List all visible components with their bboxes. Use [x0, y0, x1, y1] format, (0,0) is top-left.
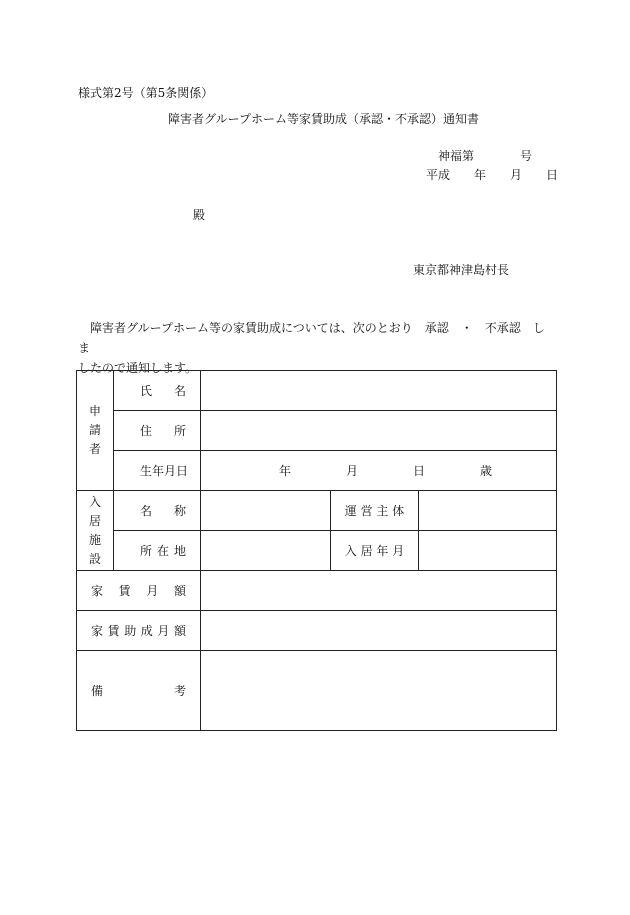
subsidy-value[interactable] [201, 611, 557, 651]
rent-label [77, 571, 201, 611]
birth-month-unit: 月 [346, 464, 359, 478]
date-era: 平成 [426, 168, 451, 182]
date-month: 月 [510, 168, 523, 182]
birth-year-unit: 年 [279, 464, 292, 478]
move-in-value[interactable] [419, 531, 557, 571]
birth-day-unit: 日 [413, 464, 426, 478]
name-label [114, 371, 201, 411]
name-label-char: 氏 [140, 384, 153, 398]
birthdate-label-char: 年 [152, 464, 165, 478]
remarks-label [77, 651, 201, 731]
notice-table [76, 370, 557, 731]
subsidy-label-char: 助 [124, 624, 137, 638]
name-value[interactable] [201, 371, 557, 411]
operator-label: 運 営 主 体 [331, 491, 419, 531]
birthdate-label-char: 生 [140, 464, 153, 478]
facility-label-char: 入 [88, 494, 101, 509]
facility-group-label [77, 491, 114, 571]
applicant-label-char: 請 [88, 423, 101, 437]
subsidy-label-char: 月 [157, 624, 170, 638]
applicant-label-char: 者 [88, 442, 101, 456]
date-day: 日 [546, 168, 559, 182]
facility-name-label-char: 称 [173, 504, 186, 518]
facility-name-label [114, 491, 201, 531]
move-in-label: 入 居 年 月 [331, 531, 419, 571]
subsidy-label-char: 賃 [107, 624, 120, 638]
rent-label-char: 月 [146, 584, 159, 598]
rent-value[interactable] [201, 571, 557, 611]
remarks-label-char: 考 [173, 684, 186, 698]
remarks-label-char: 備 [91, 684, 104, 698]
birthdate-label-char: 月 [164, 464, 177, 478]
rent-label-char: 額 [173, 584, 186, 598]
body-line-1: 障害者グループホーム等の家賃助成については、次のとおり 承認 ・ 不承認 しま [78, 321, 545, 355]
address-label-char: 所 [173, 424, 186, 438]
facility-label-char: 設 [88, 551, 101, 566]
birthdate-label [114, 451, 201, 491]
address-label-char: 住 [140, 424, 153, 438]
applicant-group-label [77, 371, 114, 491]
facility-label-char: 施 [88, 532, 101, 547]
subsidy-label-char: 家 [91, 624, 104, 638]
form-number: 様式第2号（第5条関係） [78, 86, 214, 100]
facility-location-label-char: 地 [173, 544, 186, 558]
facility-location-label-char: 在 [156, 544, 169, 558]
notice-number [438, 147, 532, 164]
subsidy-label [77, 611, 201, 651]
facility-label-char: 居 [88, 513, 101, 528]
facility-name-label-char: 名 [140, 504, 153, 518]
notice-number-prefix: 神福第 [438, 149, 475, 163]
birthdate-value[interactable] [201, 451, 557, 491]
birthdate-label-char: 日 [176, 464, 189, 478]
facility-location-value[interactable] [201, 531, 331, 571]
issue-date [426, 166, 558, 183]
subsidy-label-char: 成 [140, 624, 153, 638]
rent-label-char: 賃 [118, 584, 131, 598]
body-line-2: したので通知します。 [78, 361, 198, 375]
remarks-value[interactable] [201, 651, 557, 731]
address-label [114, 411, 201, 451]
age-unit: 歳 [480, 464, 493, 478]
facility-name-value[interactable] [201, 491, 331, 531]
date-year: 年 [474, 168, 487, 182]
notice-number-suffix: 号 [520, 149, 533, 163]
applicant-label-char: 申 [88, 404, 101, 418]
body-text [78, 318, 556, 378]
name-label-char: 名 [173, 384, 186, 398]
subsidy-label-char: 額 [173, 624, 186, 638]
operator-value[interactable] [419, 491, 557, 531]
address-value[interactable] [201, 411, 557, 451]
document-title: 障害者グループホーム等家賃助成（承認・不承認）通知書 [168, 112, 480, 126]
facility-location-label-char: 所 [140, 544, 153, 558]
facility-location-label [114, 531, 201, 571]
addressee-honorific: 殿 [193, 208, 206, 222]
rent-label-char: 家 [91, 584, 104, 598]
issuer: 東京都神津島村長 [413, 263, 510, 277]
